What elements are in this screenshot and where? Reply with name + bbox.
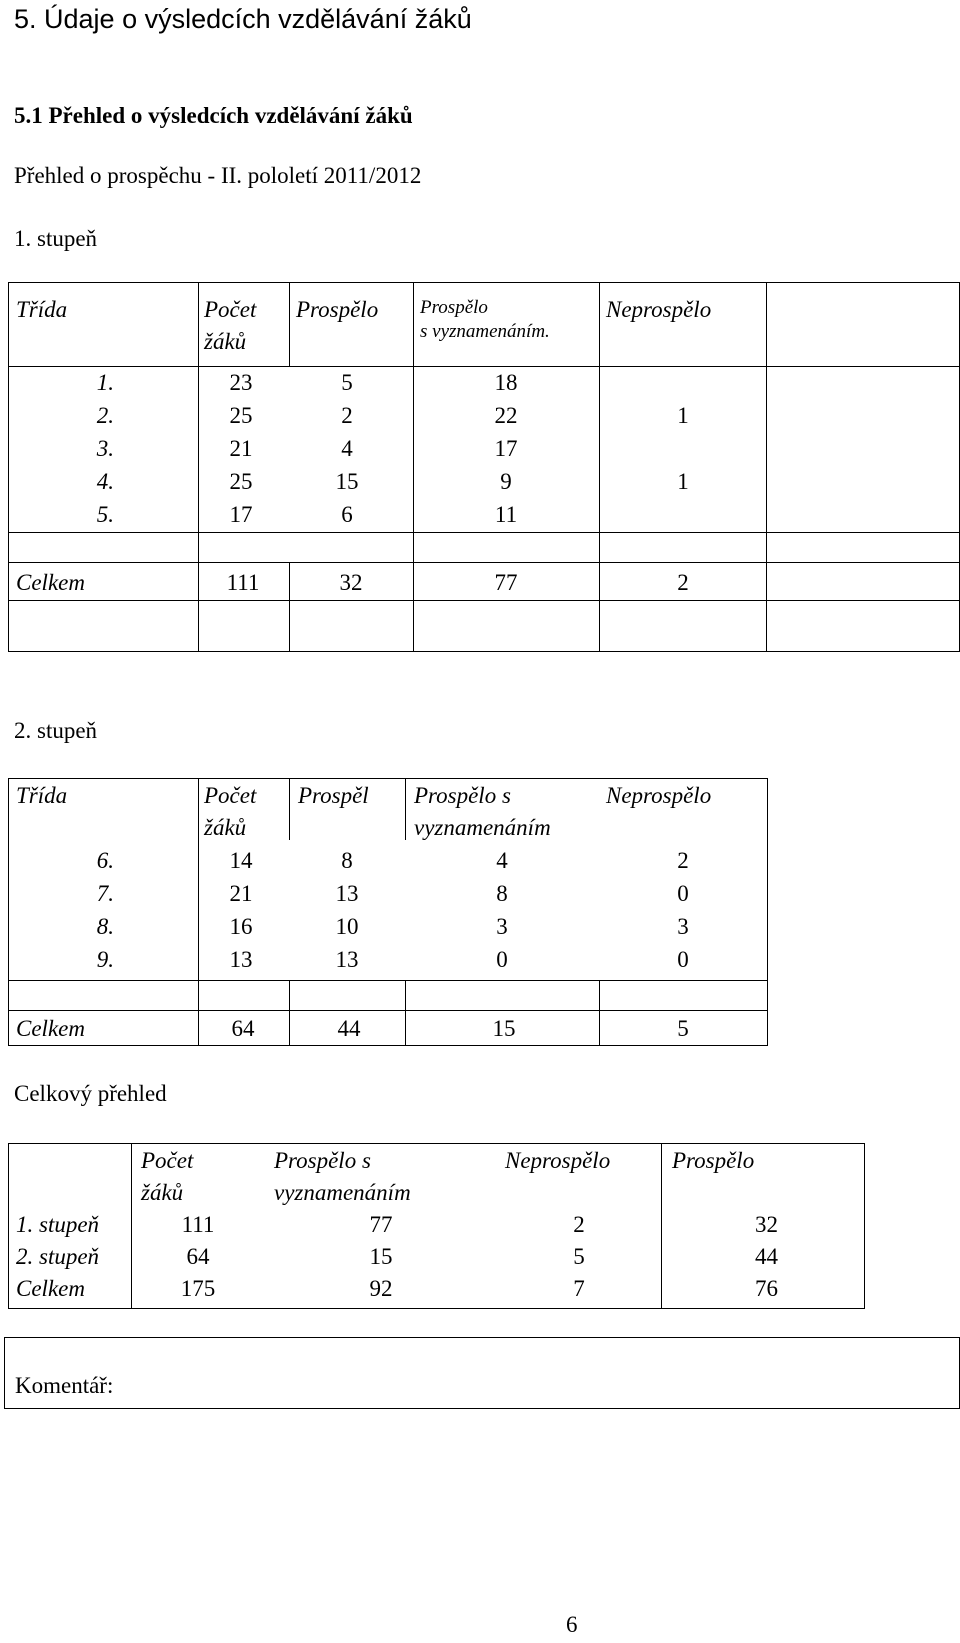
page-heading: 5. Údaje o výsledcích vzdělávání žáků — [14, 4, 472, 34]
stage2-header-prospelo-vyznam-2: vyznamenáním — [414, 815, 551, 840]
vyznam-cell: 15 — [369, 1244, 393, 1269]
overall-header-zaku: žáků — [141, 1180, 184, 1205]
pocet-cell: 21 — [229, 881, 253, 906]
pocet-cell: 64 — [186, 1244, 210, 1269]
total-vyznam: 15 — [492, 1016, 516, 1041]
pocet-cell: 13 — [229, 947, 253, 972]
vyznam-cell: 4 — [496, 848, 508, 873]
stage2-header-prospelo-vyznam-1: Prospělo s — [414, 783, 511, 808]
neprospelo-cell: 1 — [677, 403, 689, 428]
vyznam-cell: 8 — [496, 881, 508, 906]
vyznam-cell: 22 — [494, 403, 518, 428]
prospelo-cell: 32 — [755, 1212, 778, 1237]
total-vyznam: 77 — [494, 570, 518, 595]
pocet-cell: 25 — [229, 469, 253, 494]
total-label: Celkem — [16, 1016, 85, 1041]
vyznam-cell: 17 — [494, 436, 518, 461]
overall-header-vyznam-1: Prospělo s — [274, 1148, 371, 1173]
total-prospelo: 44 — [337, 1016, 361, 1041]
vyznam-cell: 9 — [500, 469, 512, 494]
overview-caption: Přehled o prospěchu - II. pololetí 2011/2012 — [14, 163, 422, 188]
comment-label: Komentář: — [15, 1373, 114, 1398]
overall-header-vyznam-2: vyznamenáním — [274, 1180, 411, 1205]
pocet-cell: 16 — [229, 914, 253, 939]
stage1-header-pocet: Počet — [204, 297, 257, 322]
prospelo-cell: 76 — [755, 1276, 778, 1301]
total-neprospelo: 5 — [677, 1016, 689, 1041]
trida-cell: 8. — [96, 914, 114, 939]
row-label: 1. stupeň — [16, 1212, 100, 1237]
trida-cell: 9. — [96, 947, 114, 972]
neprospelo-cell: 7 — [573, 1276, 585, 1301]
trida-cell: 4. — [96, 469, 114, 494]
neprospelo-cell: 2 — [677, 848, 689, 873]
vyznam-cell: 3 — [496, 914, 508, 939]
pocet-cell: 175 — [180, 1276, 216, 1301]
pocet-cell: 25 — [229, 403, 253, 428]
total-pocet: 111 — [226, 570, 260, 595]
pocet-cell: 23 — [229, 370, 253, 395]
overall-label: Celkový přehled — [14, 1081, 167, 1106]
section-subheading: 5.1 Přehled o výsledcích vzdělávání žáků — [14, 103, 413, 128]
stage2-header-neprospelo: Neprospělo — [606, 783, 712, 808]
pocet-cell: 111 — [181, 1212, 215, 1237]
stage2-header-zaku: žáků — [204, 815, 247, 840]
stage1-header-neprospelo: Neprospělo — [606, 297, 712, 322]
neprospelo-cell: 0 — [677, 881, 689, 906]
stage1-header-prospelo-vyznam-1: Prospělo — [420, 297, 488, 318]
stage2-header-pocet: Počet — [204, 783, 257, 808]
trida-cell: 6. — [96, 848, 114, 873]
pocet-cell: 17 — [229, 502, 253, 527]
neprospelo-cell: 2 — [573, 1212, 585, 1237]
prospelo-cell: 8 — [341, 848, 353, 873]
trida-cell: 5. — [96, 502, 114, 527]
prospelo-cell: 13 — [335, 881, 359, 906]
prospelo-cell: 2 — [341, 403, 353, 428]
stage2-header-trida: Třída — [16, 783, 68, 808]
vyznam-cell: 77 — [369, 1212, 393, 1237]
prospelo-cell: 44 — [755, 1244, 778, 1269]
neprospelo-cell: 3 — [677, 914, 689, 939]
comment-box — [4, 1337, 960, 1409]
row-label: Celkem — [16, 1276, 85, 1301]
prospelo-cell: 10 — [335, 914, 359, 939]
stage2-label: 2. stupeň — [14, 718, 98, 743]
total-neprospelo: 2 — [677, 570, 689, 595]
pocet-cell: 14 — [229, 848, 253, 873]
row-label: 2. stupeň — [16, 1244, 100, 1269]
overall-header-neprospelo: Neprospělo — [505, 1148, 611, 1173]
prospelo-cell: 4 — [341, 436, 353, 461]
page-number: 6 — [566, 1612, 578, 1637]
vyznam-cell: 0 — [496, 947, 508, 972]
trida-cell: 2. — [96, 403, 114, 428]
stage2-header-prospel: Prospěl — [298, 783, 369, 808]
prospelo-cell: 15 — [335, 469, 359, 494]
trida-cell: 1. — [96, 370, 114, 395]
prospelo-cell: 6 — [341, 502, 353, 527]
neprospelo-cell: 5 — [573, 1244, 585, 1269]
stage1-header-trida: Třída — [16, 297, 68, 322]
total-label: Celkem — [16, 570, 85, 595]
stage1-header-prospelo: Prospělo — [296, 297, 379, 322]
overall-header-pocet: Počet — [141, 1148, 194, 1173]
neprospelo-cell: 0 — [677, 947, 689, 972]
stage1-header-zaku: žáků — [204, 329, 247, 354]
total-pocet: 64 — [231, 1016, 255, 1041]
vyznam-cell: 11 — [494, 502, 518, 527]
neprospelo-cell: 1 — [677, 469, 689, 494]
stage1-label: 1. stupeň — [14, 226, 98, 251]
prospelo-cell: 13 — [335, 947, 359, 972]
pocet-cell: 21 — [229, 436, 253, 461]
vyznam-cell: 18 — [494, 370, 518, 395]
stage1-header-prospelo-vyznam-2: s vyznamenáním. — [420, 321, 550, 342]
prospelo-cell: 5 — [341, 370, 353, 395]
trida-cell: 7. — [96, 881, 114, 906]
vyznam-cell: 92 — [369, 1276, 393, 1301]
trida-cell: 3. — [96, 436, 114, 461]
total-prospelo: 32 — [339, 570, 363, 595]
overall-header-prospelo: Prospělo — [672, 1148, 755, 1173]
